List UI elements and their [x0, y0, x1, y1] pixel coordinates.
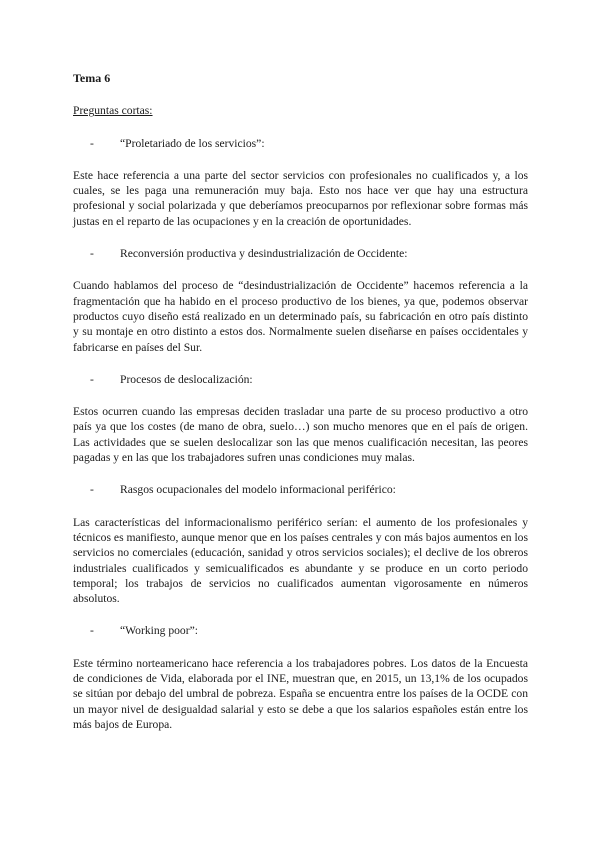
section-heading-text: “Working poor”: — [120, 624, 198, 638]
section-body-working-poor: Este término norteamericano hace referencia a los trabajadores pobres. Los datos de la Encuesta de condiciones de Vida, elaborada por el INE, muestran que, en 2015, un 13,1% de los ocupados se sitúan por debajo del umbral de pobreza. España se encuentra entre los países de la OCDE con un mayor nivel de desigualdad salarial y esto se debe a que los salarios españoles están entre los más bajos de Europa. — [73, 656, 528, 731]
section-heading-deslocalizacion — [73, 372, 528, 387]
bullet-dash: - — [90, 483, 94, 497]
page-content — [73, 71, 528, 749]
bullet-dash: - — [90, 624, 94, 638]
section-heading-text: Procesos de deslocalización: — [120, 372, 253, 386]
document-subtitle: Preguntas cortas: — [73, 104, 153, 118]
section-heading-text: “Proletariado de los servicios”: — [120, 136, 265, 150]
section-heading-text: Reconversión productiva y desindustrialización de Occidente: — [120, 247, 408, 261]
document-title: Tema 6 — [73, 71, 111, 85]
section-heading-reconversion — [73, 246, 528, 261]
section-body-deslocalizacion: Estos ocurren cuando las empresas deciden trasladar una parte de su proceso productivo a otro país ya que los costes (de mano de obra, suelo…) son mucho menores que en el país de origen. Las actividades que se suelen deslocalizar son las que menos cualificación necesitan, las peores pagadas y en las que los trabajadores sufren unas condiciones muy malas. — [73, 405, 528, 465]
section-heading-rasgos — [73, 482, 528, 497]
section-body-rasgos: Las características del informacionalismo periférico serían: el aumento de los profesionales y técnicos es manifiesto, aunque menor que en los países centrales y con más bajos aumentos en los servicios no comerciales (educación, sanidad y otros servicios sociales); el declive de los obreros industriales cualificados y semicualificados es abundante y se produce en un corto periodo temporal; los trabajos de servicios no cualificados aumentan vigorosamente en números absolutos. — [73, 515, 528, 606]
section-heading-text: Rasgos ocupacionales del modelo informacional periférico: — [120, 483, 396, 497]
section-body-proletariado: Este hace referencia a una parte del sector servicios con profesionales no cualificados y, a los cuales, se les paga una remuneración muy baja. Esto nos hace ver que hay una estructura profesional y social polarizada y que deberíamos preocuparnos por reflexionar sobre formas más justas en el reparto de las ocupaciones y en la creación de oportunidades. — [73, 168, 528, 228]
bullet-dash: - — [90, 247, 94, 261]
section-heading-proletariado — [73, 136, 528, 151]
bullet-dash: - — [90, 372, 94, 386]
section-heading-working-poor — [73, 623, 528, 638]
section-body-reconversion: Cuando hablamos del proceso de “desindustrialización de Occidente” hacemos referencia a la fragmentación que ha habido en el proceso productivo de los bienes, ya que, podemos observar productos cuyo diseño está realizado en un determinado país, su fabricación en otro país distinto y su montaje en otro distinto a estos dos. Normalmente suelen diseñarse en países occidentales y fabricarse en países del Sur. — [73, 279, 528, 354]
bullet-dash: - — [90, 136, 94, 150]
